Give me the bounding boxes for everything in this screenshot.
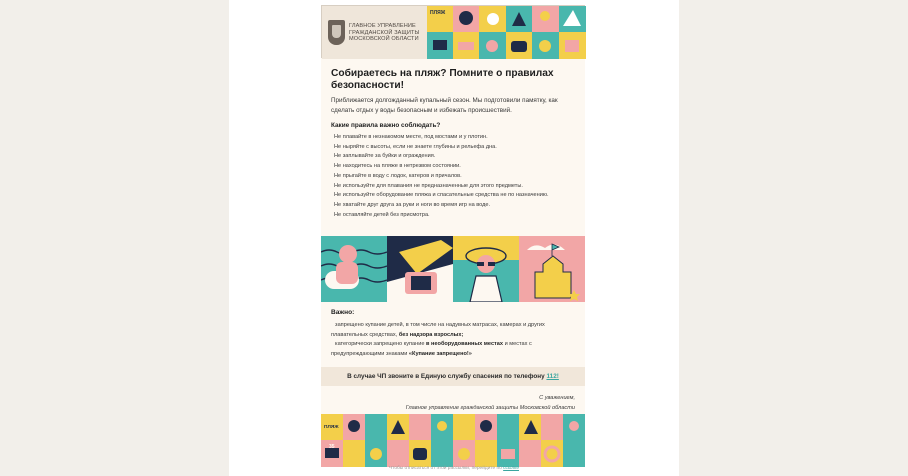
unsubscribe-link[interactable]: ссылке — [503, 466, 520, 471]
rules-list — [331, 133, 577, 220]
banner-label: ПЛЯЖ — [430, 10, 446, 16]
beach-illustration — [321, 236, 585, 302]
important-bold: в необорудованных местах — [426, 341, 504, 348]
callout-text: В случае ЧП звоните в Единую службу спасения по телефону — [347, 373, 545, 380]
signoff-sender: Главное управление гражданской защиты Московской области — [405, 404, 575, 411]
beach-illustration-icon — [427, 6, 586, 59]
important-bold: без надзора взрослых; — [398, 331, 464, 338]
rule-item: Не используйте для плавания не предназначенные для этого предметы. — [334, 182, 523, 189]
important-paragraph-2 — [331, 340, 577, 359]
rule-item: Не заплывайте за буйки и ограждения. — [334, 153, 436, 160]
rule-item: Не прыгайте в воду с лодок, катеров и причалов. — [334, 172, 462, 179]
header-illustration — [427, 6, 586, 59]
unsubscribe-line — [229, 466, 679, 471]
rule-item: Не хватайте друг друга за руки и ноги во время игр на воде. — [334, 201, 491, 208]
email-header — [321, 5, 585, 58]
intro-text: Приближается долгожданный купальный сезон. Мы подготовили памятку, как сделать отдых у воды безопасным и избежать происшествий. — [331, 97, 558, 114]
rule-item: Не используйте оборудование пляжа и спасательные средства не по назначению. — [334, 192, 549, 199]
footer-label: ПЛЯЖ — [324, 425, 339, 430]
important-text: и местах с предупреждающими знаками — [331, 341, 532, 357]
unsubscribe-text: Чтобы отписаться от этой рассылки, перейдите по — [388, 466, 502, 471]
email-title: Собираетесь на пляж? Помните о правилах безопасности! — [331, 68, 554, 91]
footer-beach-icon — [321, 414, 585, 467]
important-block — [331, 321, 577, 359]
rule-item: Не плавайте в незнакомом месте, под мостами и у плотин. — [334, 134, 488, 140]
rules-title: Какие правила важно соблюдать? — [331, 122, 441, 129]
phone-link[interactable]: 112! — [546, 373, 559, 380]
email-page — [229, 0, 679, 476]
coat-of-arms-icon — [328, 20, 345, 45]
rule-item: Не оставляйте детей без присмотра. — [334, 211, 430, 218]
rule-item: Не находитесь на пляже в нетрезвом состоянии. — [334, 163, 461, 170]
important-text: категорически запрещено купание — [335, 341, 425, 348]
footer-illustration — [321, 414, 585, 467]
important-bold: «Купание запрещено!» — [408, 350, 472, 357]
important-text: запрещено купание детей, в том числе на надувных матрасах, камерах и других плавательных средствах, — [331, 322, 545, 338]
org-logo-block — [322, 6, 427, 59]
important-paragraph-1 — [331, 321, 577, 340]
email-card — [321, 5, 585, 467]
org-name: ГЛАВНОЕ УПРАВЛЕНИЕ ГРАЖДАНСКОЙ ЗАЩИТЫ МОСКОВСКОЙ ОБЛАСТИ — [349, 23, 420, 43]
emergency-callout — [321, 367, 585, 386]
rule-item: Не ныряйте с высоты, если не знаете глубины и рельефа дна. — [334, 143, 497, 150]
beach-scene-icon — [321, 236, 585, 302]
signoff — [406, 394, 575, 413]
footer-label: 35 — [329, 444, 335, 450]
signoff-greeting: С уважением, — [539, 395, 575, 401]
important-title: Важно: — [331, 309, 355, 316]
